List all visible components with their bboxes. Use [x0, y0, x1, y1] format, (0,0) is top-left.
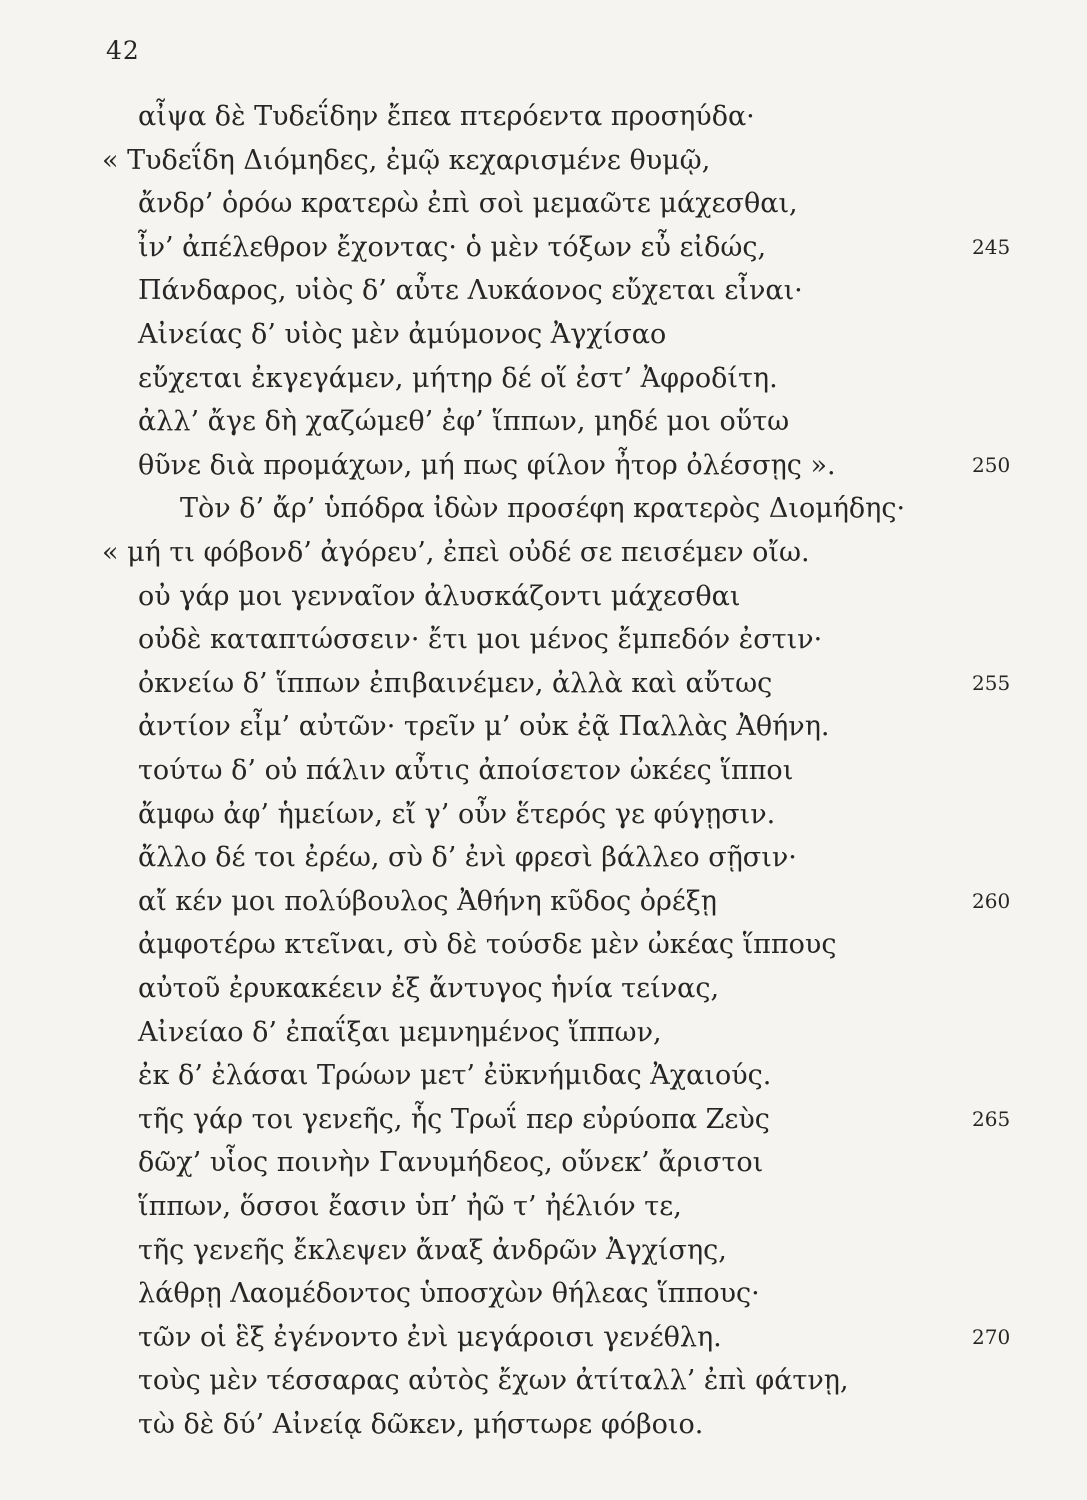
line-number: 270: [972, 1324, 1011, 1349]
verse-text: τοὺς μὲν τέσσαρας αὐτὸς ἔχων ἀτίταλλ’ ἐπὶ φάτνῃ,: [138, 1365, 849, 1397]
verse-line: [0, 1099, 1087, 1141]
verse-text: τὼ δὲ δύ’ Αἰνείᾳ δῶκεν, μήστωρε φόβοιο.: [138, 1409, 704, 1440]
verse-line: [0, 924, 1087, 966]
verse-text: ἀμφοτέρω κτεῖναι, σὺ δὲ τούσδε μὲν ὠκέας ἵππους: [138, 929, 837, 961]
verse-text: Αἰνείαο δ’ ἐπαΐξαι μεμνημένος ἵππων,: [138, 1016, 662, 1048]
verse-line: [0, 488, 1087, 530]
verse-text: δῶχ’ υἷος ποινὴν Γανυμήδεος, οὕνεκ’ ἄριστοι: [138, 1147, 764, 1179]
verse-text: ἵππων, ὅσσοι ἔασιν ὑπ’ ἠῶ τ’ ἠέλιόν τε,: [138, 1191, 682, 1222]
verse-line: [0, 1230, 1087, 1272]
verse-text: αὐτοῦ ἐρυκακέειν ἐξ ἄντυγος ἡνία τείνας,: [138, 973, 720, 1004]
verse-text: οὐδὲ καταπτώσσειν· ἔτι μοι μένος ἔμπεδόν ἐστιν·: [138, 624, 823, 656]
verse-line: [0, 358, 1087, 400]
verse-line: [0, 1012, 1087, 1054]
verse-text: αἴ κέν μοι πολύβουλος Ἀθήνη κῦδος ὀρέξῃ: [138, 885, 717, 917]
verse-text: τῶν οἱ ἓξ ἐγένοντο ἐνὶ μεγάροισι γενέθλη.: [138, 1321, 722, 1353]
verse-text: ἄμφω ἀφ’ ἡμείων, εἴ γ’ οὖν ἕτερός γε φύγῃσιν.: [138, 798, 776, 830]
page-number: 42: [106, 36, 140, 65]
line-number: 250: [972, 452, 1011, 477]
verse-line: [0, 445, 1087, 487]
verse-text: ἀντίον εἶμ’ αὐτῶν· τρεῖν μ’ οὐκ ἐᾷ Παλλὰς Ἀθήνη.: [138, 711, 830, 743]
line-number: 245: [972, 234, 1011, 259]
verse-line: [0, 837, 1087, 879]
verse-text: Αἰνείας δ’ υἱὸς μὲν ἀμύμονος Ἀγχίσαο: [138, 319, 667, 350]
verse-text: Πάνδαρος, υἱὸς δ’ αὖτε Λυκάονος εὔχεται εἶναι·: [138, 275, 803, 307]
verse-line: [0, 314, 1087, 356]
verse-text: ἶν’ ἀπέλεθρον ἔχοντας· ὁ μὲν τόξων εὖ εἰδώς,: [138, 231, 767, 263]
verse-text: « Τυδεΐδη Διόμηδες, ἐμῷ κεχαρισμένε θυμῷ,: [102, 144, 711, 176]
verse-text: ἄνδρ’ ὁρόω κρατερὼ ἐπὶ σοὶ μεμαῶτε μάχεσθαι,: [138, 188, 798, 220]
verse-line: [0, 663, 1087, 705]
verse-text: εὔχεται ἐκγεγάμεν, μήτηρ δέ οἵ ἐστ’ Ἀφροδίτη.: [138, 362, 778, 394]
verse-text: αἶψα δὲ Τυδεΐδην ἔπεα πτερόεντα προσηύδα·: [138, 101, 755, 132]
line-number: 265: [972, 1106, 1011, 1131]
verse-line: [0, 619, 1087, 661]
verse-line: [0, 881, 1087, 923]
verse-text: ἄλλο δέ τοι ἐρέω, σὺ δ’ ἐνὶ φρεσὶ βάλλεο σῇσιν·: [138, 842, 797, 874]
verse-text: ὀκνείω δ’ ἵππων ἐπιβαινέμεν, ἀλλὰ καὶ αὔτως: [138, 667, 773, 699]
verse-line: [0, 401, 1087, 443]
line-number: 255: [972, 670, 1011, 695]
verse-line: [0, 1317, 1087, 1359]
verse-line: [0, 706, 1087, 748]
verse-text: λάθρῃ Λαομέδοντος ὑποσχὼν θήλεας ἵππους·: [138, 1278, 760, 1310]
verse-line: [0, 96, 1087, 138]
verse-line: [0, 750, 1087, 792]
verse-text: ἐκ δ’ ἐλάσαι Τρώων μετ’ ἐϋκνήμιδας Ἀχαιούς.: [138, 1060, 772, 1092]
verse-text: τῆς γάρ τοι γενεῆς, ἧς Τρωΐ περ εὐρύοπα Ζεὺς: [138, 1103, 770, 1135]
verse-line: [0, 270, 1087, 312]
verse-line: [0, 968, 1087, 1010]
verse-line: [0, 1055, 1087, 1097]
verse-line: [0, 183, 1087, 225]
verse-line: [0, 794, 1087, 836]
verse-line: [0, 140, 1087, 182]
verse-text: τῆς γενεῆς ἔκλεψεν ἄναξ ἀνδρῶν Ἀγχίσης,: [138, 1234, 727, 1266]
verse-line: [0, 227, 1087, 269]
verse-text: « μή τι φόβονδ’ ἀγόρευ’, ἐπεὶ οὐδέ σε πεισέμεν οἴω.: [102, 537, 810, 568]
verse-line: [0, 576, 1087, 618]
verse-line: [0, 1186, 1087, 1228]
verse-line: [0, 532, 1087, 574]
line-number: 260: [972, 888, 1011, 913]
verse-line: [0, 1273, 1087, 1315]
verse-text: οὐ γάρ μοι γενναῖον ἀλυσκάζοντι μάχεσθαι: [138, 580, 741, 612]
verse-line: [0, 1360, 1087, 1402]
verse-text: τούτω δ’ οὐ πάλιν αὖτις ἀποίσετον ὠκέες ἵπποι: [138, 755, 794, 786]
verse-text: θῦνε διὰ προμάχων, μή πως φίλον ἦτορ ὀλέσσῃς ».: [138, 449, 836, 481]
verse-line: [0, 1404, 1087, 1446]
verse-text: Τὸν δ’ ἄρ’ ὑπόδρα ἰδὼν προσέφη κρατερὸς Διομήδης·: [180, 493, 906, 525]
verse-text: ἀλλ’ ἄγε δὴ χαζώμεθ’ ἐφ’ ἵππων, μηδέ μοι οὕτω: [138, 406, 790, 438]
verse-line: [0, 1142, 1087, 1184]
